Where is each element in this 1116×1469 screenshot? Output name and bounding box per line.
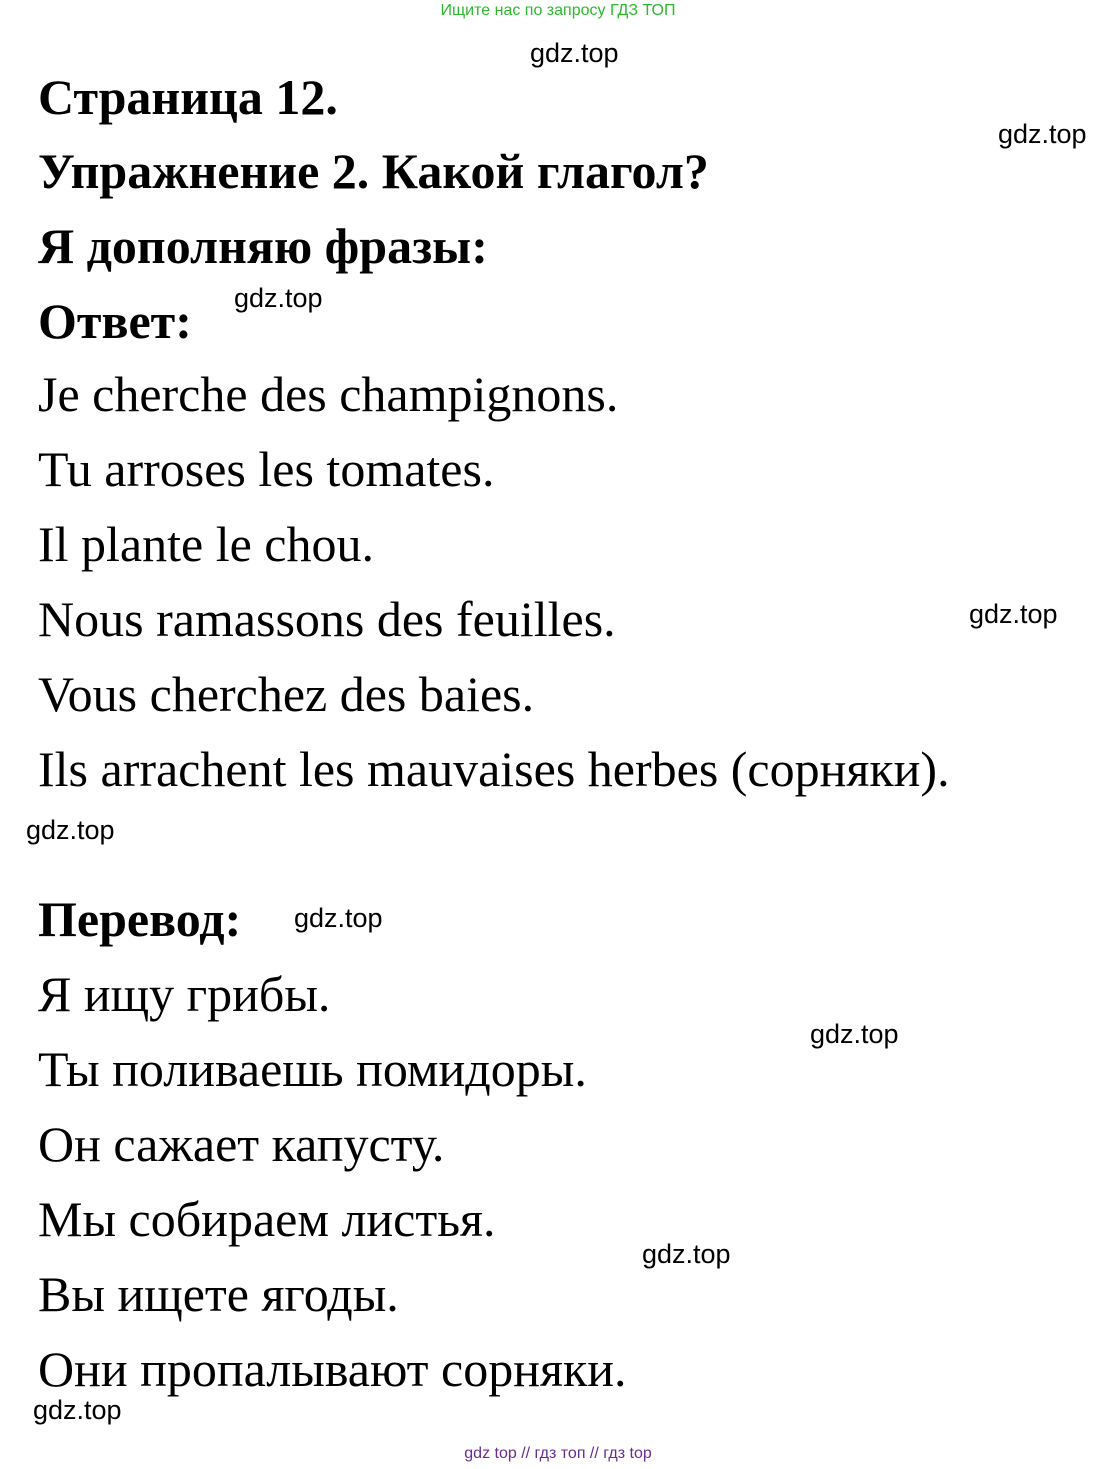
- exercise-title: Упражнение 2. Какой глагол?: [38, 143, 709, 199]
- translation-line-2: Ты поливаешь помидоры.: [38, 1041, 587, 1097]
- answer-heading: Ответ:: [38, 293, 192, 349]
- task-title: Я дополняю фразы:: [38, 218, 488, 274]
- watermark: gdz.top: [294, 903, 383, 933]
- watermark: gdz.top: [234, 283, 323, 313]
- watermark: gdz.top: [530, 38, 619, 68]
- top-banner: Ищите нас по запросу ГДЗ ТОП: [440, 2, 676, 19]
- answer-line-1: Je cherche des champignons.: [38, 366, 619, 422]
- watermark: gdz.top: [26, 815, 115, 845]
- translation-line-1: Я ищу грибы.: [38, 966, 331, 1022]
- answer-line-6: Ils arrachent les mauvaises herbes (сорняки).: [38, 741, 950, 797]
- watermark: gdz.top: [810, 1019, 899, 1049]
- watermark: gdz.top: [998, 119, 1087, 149]
- footer-watermark: gdz top // гдз топ // гдз top: [464, 1445, 652, 1462]
- watermark: gdz.top: [642, 1239, 731, 1269]
- translation-line-4: Мы собираем листья.: [38, 1191, 496, 1247]
- answer-line-4: Nous ramassons des feuilles.: [38, 591, 616, 647]
- translation-line-6: Они пропалывают сорняки.: [38, 1341, 627, 1397]
- answer-line-3: Il plante le chou.: [38, 516, 374, 572]
- translation-heading: Перевод:: [38, 891, 242, 947]
- watermark: gdz.top: [33, 1395, 122, 1425]
- page-title: Страница 12.: [38, 69, 338, 125]
- translation-line-3: Он сажает капусту.: [38, 1116, 445, 1172]
- translation-line-5: Вы ищете ягоды.: [38, 1266, 399, 1322]
- answer-line-5: Vous cherchez des baies.: [38, 666, 535, 722]
- answer-line-2: Tu arroses les tomates.: [38, 441, 495, 497]
- watermark: gdz.top: [969, 599, 1058, 629]
